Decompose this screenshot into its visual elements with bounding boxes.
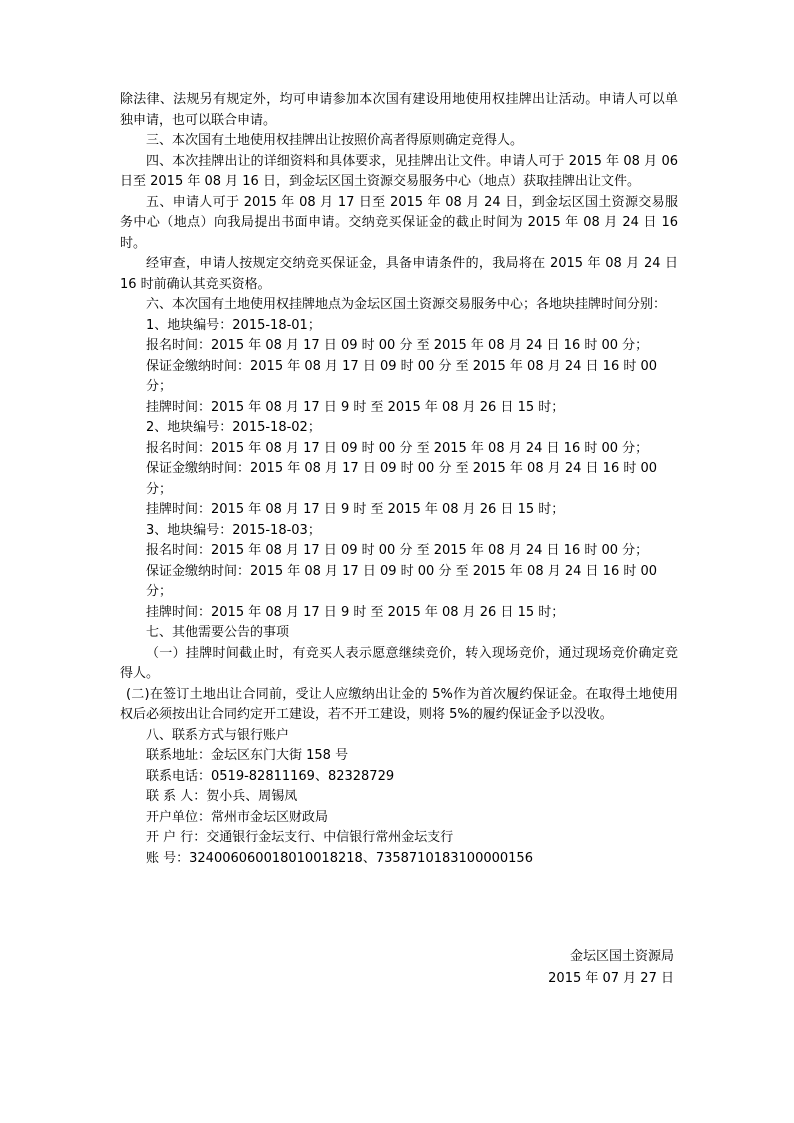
- account-bank: 开 户 行：交通银行金坛支行、中信银行常州金坛支行: [146, 830, 454, 845]
- parcel-deposit-time: 保证金缴纳时间：2015 年 08 月 17 日 09 时 00 分 至 2015 年 08 月 24 日 16 时 00 分；: [146, 461, 658, 497]
- paragraph-section-4: 四、本次挂牌出让的详细资料和具体要求，见挂牌出让文件。申请人可于 2015 年 08 月 06 日至 2015 年 08 月 16 日，到金坛区国土资源交易服务中心（地点）获取挂牌出让文件。: [120, 153, 678, 189]
- section-7-heading: 七、其他需要公告的事项: [146, 625, 290, 640]
- contact-phone: 联系电话：0519-82811169、82328729: [146, 768, 395, 784]
- document-body: [120, 90, 678, 869]
- paragraph-section-5: 五、申请人可于 2015 年 08 月 17 日至 2015 年 08 月 24 日，到金坛区国土资源交易服务中心（地点）向我局提出书面申请。交纳竞买保证金的截止时间为 2015 年 08 月 24 日 16 时。: [120, 194, 678, 251]
- paragraph-review: 经审查，申请人按规定交纳竞买保证金，具备申请条件的，我局将在 2015 年 08 月 24 日 16 时前确认其竞买资格。: [120, 256, 678, 292]
- parcel-3: [120, 521, 678, 624]
- parcel-deposit-time: 保证金缴纳时间：2015 年 08 月 17 日 09 时 00 分 至 2015 年 08 月 24 日 16 时 00 分；: [146, 358, 658, 394]
- parcel-code: 2、地块编号：2015-18-02；: [146, 420, 321, 435]
- section-8-heading: 八、联系方式与银行账户: [146, 727, 290, 743]
- parcel-signup-time: 报名时间：2015 年 08 月 17 日 09 时 00 分 至 2015 年 08 月 24 日 16 时 00 分；: [146, 543, 649, 558]
- contact-person: 联 系 人：贺小兵、周锡凤: [146, 789, 298, 804]
- parcel-1: [120, 316, 678, 419]
- parcel-signup-time: 报名时间：2015 年 08 月 17 日 09 时 00 分 至 2015 年 08 月 24 日 16 时 00 分；: [146, 440, 649, 456]
- section-7-item-2: (二)在签订土地出让合同前，受让人应缴纳出让金的 5%作为首次履约保证金。在取得土地使用权后必须按出让合同约定开工建设，若不开工建设，则将 5%的履约保证金予以没收。: [120, 686, 678, 722]
- parcel-listing-time: 挂牌时间：2015 年 08 月 17 日 9 时 至 2015 年 08 月 26 日 15 时；: [146, 399, 565, 415]
- parcel-code: 3、地块编号：2015-18-03；: [146, 522, 321, 538]
- signature-org: 金坛区国土资源局: [569, 949, 674, 964]
- parcel-2: [120, 418, 678, 521]
- parcel-listing-time: 挂牌时间：2015 年 08 月 17 日 9 时 至 2015 年 08 月 26 日 15 时；: [146, 502, 565, 517]
- paragraph-section-3: 三、本次国有土地使用权挂牌出让按照价高者得原则确定竞得人。: [146, 133, 524, 148]
- parcel-signup-time: 报名时间：2015 年 08 月 17 日 09 时 00 分 至 2015 年 08 月 24 日 16 时 00 分；: [146, 338, 649, 353]
- signature-block: [548, 946, 674, 990]
- account-number: 账 号：32400606001801001821​8、7358710183100000156: [146, 850, 533, 866]
- account-unit: 开户单位：常州市金坛区财政局: [146, 809, 329, 825]
- contact-address: 联系地址：金坛区东门大街 158 号: [146, 748, 349, 763]
- parcel-deposit-time: 保证金缴纳时间：2015 年 08 月 17 日 09 时 00 分 至 2015 年 08 月 24 日 16 时 00 分；: [146, 563, 658, 599]
- paragraph-section-6: 六、本次国有土地使用权挂牌地点为金坛区国土资源交易服务中心；各地块挂牌时间分别：: [146, 297, 667, 312]
- paragraph-eligibility: 除法律、法规另有规定外，均可申请参加本次国有建设用地使用权挂牌出让活动。申请人可以单独申请，也可以联合申请。: [120, 92, 678, 128]
- parcel-code: 1、地块编号：2015-18-01；: [146, 317, 321, 333]
- parcel-listing-time: 挂牌时间：2015 年 08 月 17 日 9 时 至 2015 年 08 月 26 日 15 时；: [146, 604, 565, 620]
- signature-date: 2015 年 07 月 27 日: [548, 971, 674, 986]
- section-7-item-1: （一）挂牌时间截止时，有竞买人表示愿意继续竞价，转入现场竞价，通过现场竞价确定竞得人。: [120, 645, 678, 681]
